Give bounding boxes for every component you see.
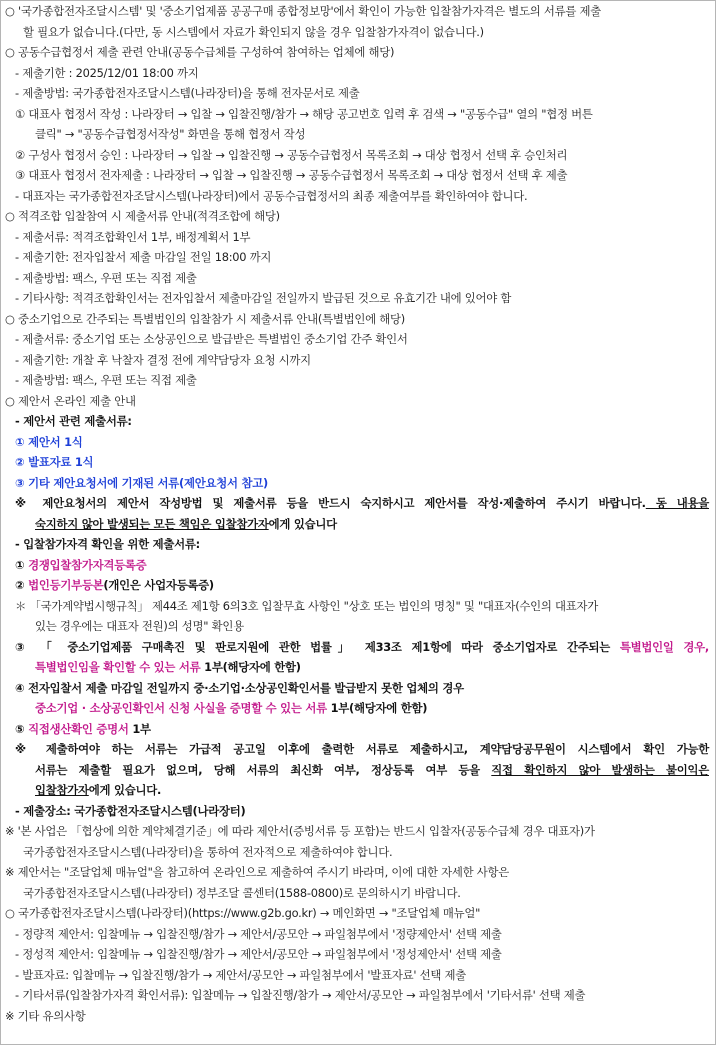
notice-text: 경쟁입찰참가자격등록증 (28, 557, 147, 572)
notice-text: ○ 적격조합 입찰참여 시 제출서류 안내(적격조합에 해당) (5, 209, 280, 223)
notice-text: - 제출서류: 적격조합확인서 1부, 배정계획서 1부 (15, 229, 251, 244)
notice-text: 1부(해당자에 한함) (200, 660, 301, 674)
notice-text: 할 필요가 없습니다.(다만, 동 시스템에서 자료가 확인되지 않을 경우 입찰참가자격이 없습니다.) (23, 24, 484, 39)
notice-text: - 제안서 관련 제출서류: (15, 414, 132, 428)
notice-line (5, 42, 709, 63)
notice-line (5, 1, 709, 22)
notice-text: 1부(해당자에 한함) (326, 701, 428, 715)
notice-line (5, 411, 709, 432)
notice-line (5, 206, 709, 227)
notice-text: ○ 국가종합전자조달시스템(나라장터)(https://www.g2b.go.kr) → 메인화면 → "조달업체 매뉴얼" (5, 906, 481, 920)
notice-line (5, 104, 709, 125)
notice-text: ※ 제안서는 "조달업체 매뉴얼"을 참고하여 온라인으로 제출하여 주시기 바라며, 이에 대한 자세한 사항은 (5, 865, 509, 879)
notice-line (5, 739, 709, 760)
notice-text: 클릭" → "공동수급협정서작성" 화면을 통해 협정서 작성 (35, 127, 306, 141)
notice-line (5, 534, 709, 555)
notice-line (5, 391, 709, 412)
notice-line (5, 165, 709, 186)
notice-text: ① (15, 557, 29, 572)
notice-line (5, 924, 709, 945)
notice-text: - 제출장소: 국가종합전자조달시스템(나라장터) (15, 803, 246, 818)
notice-text: ③ 「 중소기업제품 구매촉진 및 판로지원에 관한 법률」 제33조 제1항에 따라 중소기업자로 간주되는 (15, 639, 620, 654)
notice-text: 법인등기부등본 (28, 578, 104, 592)
notice-line (5, 862, 709, 883)
notice-line (5, 637, 709, 658)
notice-text: 에게 있습니다 (268, 516, 337, 531)
notice-line (5, 985, 709, 1006)
notice-text: 중소기업 · 소상공인확인서 신청 사실을 증명할 수 있는 서류 (35, 701, 327, 715)
notice-line (5, 821, 709, 842)
notice-line (5, 124, 709, 145)
notice-text: 서류는 제출할 필요가 없으며, 당해 서류의 최신화 여부, 정상등록 여부 등을 (35, 762, 492, 777)
notice-text: ① 제안서 1식 (15, 434, 83, 449)
notice-line (5, 698, 709, 719)
notice-line (5, 883, 709, 904)
notice-line (5, 760, 709, 781)
notice-line (5, 780, 709, 801)
notice-text: ＊ 「국가계약법시행규칙」 제44조 제1항 6의3호 입찰무효 사항인 "상호 또는 법인의 명칭" 및 "대표자(수인의 대표자가 (15, 598, 599, 613)
notice-text: ○ 공동수급협정서 제출 관련 안내(공동수급체를 구성하여 참여하는 업체에 해당) (5, 45, 395, 59)
notice-text: 국가종합전자조달시스템(나라장터)을 통하여 전자적으로 제출하여야 합니다. (23, 844, 393, 859)
notice-text: ② 발표자료 1식 (15, 455, 94, 469)
notice-text: ④ 전자입찰서 제출 마감일 전일까지 중·소기업·소상공인확인서를 발급받지 못한 업체의 경우 (15, 680, 464, 695)
notice-line (5, 555, 709, 576)
notice-line (5, 596, 709, 617)
notice-text: 있는 경우에는 대표자 전원)의 성명" 확인용 (35, 619, 244, 633)
notice-line (5, 350, 709, 371)
notice-line (5, 432, 709, 453)
notice-text: 1부 (128, 721, 151, 736)
notice-line (5, 575, 709, 596)
notice-text: 동 내용을 (645, 496, 710, 510)
notice-text: - 대표자는 국가종합전자조달시스템(나라장터)에서 공동수급협정서의 최종 제출여부를 확인하여야 합니다. (15, 188, 528, 203)
notice-line (5, 719, 709, 740)
notice-line (5, 145, 709, 166)
notice-line (5, 247, 709, 268)
notice-line (5, 965, 709, 986)
notice-text: ③ 대표사 협정서 전자제출 : 나라장터 → 입찰 → 입찰진행 → 공동수급협정서 목록조회 → 대상 협정서 선택 후 제출 (15, 168, 568, 182)
notice-line (5, 22, 709, 43)
notice-text: 에게 있습니다. (88, 783, 162, 797)
notice-line (5, 186, 709, 207)
notice-text: - 제출기한: 개찰 후 낙찰자 결정 전에 계약담당자 요청 시까지 (15, 352, 311, 367)
notice-text: 직접생산확인 증명서 (28, 721, 129, 736)
notice-line (5, 1006, 709, 1027)
notice-text: - 입찰참가자격 확인을 위한 제출서류: (15, 537, 200, 551)
notice-line (5, 288, 709, 309)
notice-line (5, 473, 709, 494)
notice-text: - 제출방법: 팩스, 우편 또는 직접 제출 (15, 270, 197, 285)
notice-text: ※ '본 사업은 「협상에 의한 계약체결기준」에 따라 제안서(증빙서류 등 포함)는 반드시 입찰자(공동수급체 경우 대표자)가 (5, 824, 595, 838)
notice-line (5, 63, 709, 84)
notice-line (5, 657, 709, 678)
notice-text: - 제출서류: 중소기업 또는 소상공인으로 발급받은 특별법인 중소기업 간주 확인서 (15, 332, 408, 346)
notice-line (5, 268, 709, 289)
notice-text: - 정량적 제안서: 입찰메뉴 → 입찰진행/참가 → 제안서/공모안 → 파일첨부에서 '정량제안서' 선택 제출 (15, 926, 502, 941)
notice-text: 숙지하지 않아 발생되는 모든 책임은 입찰참가자 (35, 516, 269, 531)
notice-text: - 기타서류(입찰참가자격 확인서류): 입찰메뉴 → 입찰진행/참가 → 제안서/공모안 → 파일첨부에서 '기타서류' 선택 제출 (15, 988, 586, 1002)
notice-line (5, 842, 709, 863)
notice-text: - 제출방법: 국가종합전자조달시스템(나라장터)을 통해 전자문서로 제출 (15, 86, 360, 100)
notice-text: (개인은 사업자등록증) (103, 578, 214, 592)
notice-line (5, 370, 709, 391)
notice-text: 입찰참가자 (35, 783, 89, 797)
notice-text: - 정성적 제안서: 입찰메뉴 → 입찰진행/참가 → 제안서/공모안 → 파일첨부에서 '정성제안서' 선택 제출 (15, 947, 502, 961)
notice-line (5, 329, 709, 350)
notice-text: ③ 기타 제안요청서에 기재된 서류(제안요청서 참고) (15, 475, 268, 490)
notice-text: ○ '국가종합전자조달시스템' 및 '중소기업제품 공공구매 종합정보망'에서 확인이 가능한 입찰참가자격은 별도의 서류를 제출 (5, 4, 601, 18)
notice-text: ○ 중소기업으로 간주되는 특별법인의 입찰참가 시 제출서류 안내(특별법인에 해당) (5, 311, 405, 326)
notice-line (5, 452, 709, 473)
notice-text: ※ 제출하여야 하는 서류는 가급적 공고일 이후에 출력한 서류로 제출하시고, 계약담당공무원이 시스템에서 확인 가능한 (15, 742, 709, 756)
notice-line (5, 514, 709, 535)
notice-text: - 기타사항: 적격조합확인서는 전자입찰서 제출마감일 전일까지 발급된 것으로 유효기간 내에 있어야 함 (15, 291, 512, 305)
notice-line (5, 227, 709, 248)
notice-text: ※ 기타 유의사항 (5, 1008, 86, 1023)
notice-text: 특별법인일 경우, (619, 639, 709, 654)
notice-line (5, 493, 709, 514)
notice-line (5, 616, 709, 637)
notice-line (5, 944, 709, 965)
notice-text: ② 구성사 협정서 승인 : 나라장터 → 입찰 → 입찰진행 → 공동수급협정서 목록조회 → 대상 협정서 선택 후 승인처리 (15, 147, 568, 162)
notice-text: 국가종합전자조달시스템(나라장터) 정부조달 콜센터(1588-0800)로 문의하시기 바랍니다. (23, 885, 461, 900)
notice-text: ① 대표사 협정서 작성 : 나라장터 → 입찰 → 입찰진행/참가 → 해당 공고번호 입력 후 검색 → "공동수급" 열의 "협정 버튼 (15, 106, 593, 121)
notice-text: ○ 제안서 온라인 제출 안내 (5, 393, 136, 408)
notice-line (5, 801, 709, 822)
notice-text: ② (15, 578, 29, 592)
notice-text: 직접 확인하지 않아 발생하는 불이익은 (491, 762, 709, 777)
notice-text: - 제출기한 : 2025/12/01 18:00 까지 (15, 65, 199, 80)
notice-text: - 제출기한: 전자입찰서 제출 마감일 전일 18:00 까지 (15, 250, 272, 264)
notice-line (5, 309, 709, 330)
notice-body (5, 1, 709, 1026)
notice-text: ※ 제안요청서의 제안서 작성방법 및 제출서류 등을 반드시 숙지하시고 제안서를 작성·제출하여 주시기 바랍니다. (15, 496, 646, 510)
notice-text: - 발표자료: 입찰메뉴 → 입찰진행/참가 → 제안서/공모안 → 파일첨부에서 '발표자료' 선택 제출 (15, 967, 466, 982)
notice-text: 특별법인임을 확인할 수 있는 서류 (35, 660, 201, 674)
notice-text: ⑤ (15, 721, 29, 736)
notice-line (5, 83, 709, 104)
notice-line (5, 678, 709, 699)
notice-text: - 제출방법: 팩스, 우편 또는 직접 제출 (15, 373, 197, 387)
notice-line (5, 903, 709, 924)
